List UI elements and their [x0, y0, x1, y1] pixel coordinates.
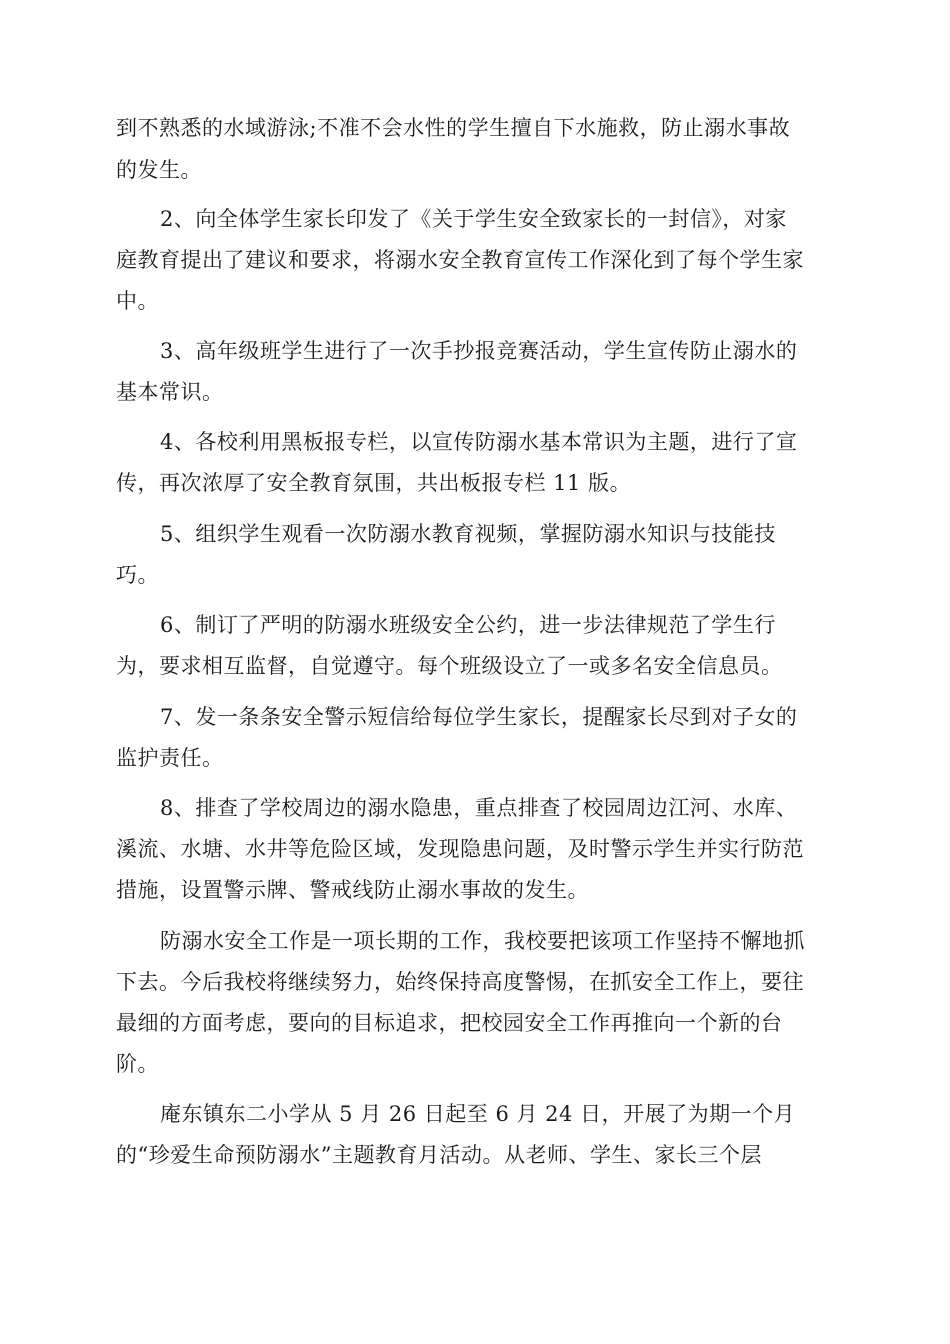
text-line: 庵东镇东二小学从 5 月 26 日起至 6 月 24 日，开展了为期一个月	[160, 1102, 796, 1126]
text-line: 溪流、水塘、水井等危险区域，发现隐患问题，及时警示学生并实行防范	[116, 837, 804, 861]
text-line: 到不熟悉的水域游泳;不准不会水性的学生擅自下水施救，防止溺水事故	[116, 116, 791, 140]
text-line: 监护责任。	[116, 746, 224, 770]
text-line: 措施，设置警示牌、警戒线防止溺水事故的发生。	[116, 878, 589, 902]
text-line: 5、组织学生观看一次防溺水教育视频，掌握防溺水知识与技能技	[160, 522, 776, 546]
text-line: 阶。	[116, 1052, 159, 1076]
text-line: 3、高年级班学生进行了一次手抄报竞赛活动，学生宣传防止溺水的	[160, 339, 798, 363]
text-line: 的“珍爱生命预防溺水”主题教育月活动。从老师、学生、家长三个层	[116, 1143, 762, 1167]
text-line: 下去。今后我校将继续努力，始终保持高度警惕，在抓安全工作上，要往	[116, 970, 804, 994]
text-line: 巧。	[116, 563, 159, 587]
text-line: 为，要求相互监督，自觉遵守。每个班级设立了一或多名安全信息员。	[116, 654, 783, 678]
text-line: 基本常识。	[116, 380, 224, 404]
text-line: 最细的方面考虑，要向的目标追求，把校园安全工作再推向一个新的台	[116, 1011, 783, 1035]
text-line: 8、排查了学校周边的溺水隐患，重点排查了校园周边江河、水库、	[160, 796, 798, 820]
text-line: 庭教育提出了建议和要求，将溺水安全教育宣传工作深化到了每个学生家	[116, 248, 804, 272]
text-line: 的发生。	[116, 158, 202, 182]
text-line: 防溺水安全工作是一项长期的工作，我校要把该项工作坚持不懈地抓	[160, 929, 805, 953]
text-line: 传，再次浓厚了安全教育氛围，共出板报专栏 11 版。	[116, 471, 632, 495]
text-line: 6、制订了严明的防溺水班级安全公约，进一步法律规范了学生行	[160, 613, 776, 637]
text-line: 2、向全体学生家长印发了《关于学生安全致家长的一封信》，对家	[160, 207, 787, 231]
text-line: 7、发一条条安全警示短信给每位学生家长，提醒家长尽到对子女的	[160, 705, 798, 729]
text-line: 4、各校利用黑板报专栏，以宣传防溺水基本常识为主题，进行了宣	[160, 430, 798, 454]
text-line: 中。	[116, 289, 159, 313]
